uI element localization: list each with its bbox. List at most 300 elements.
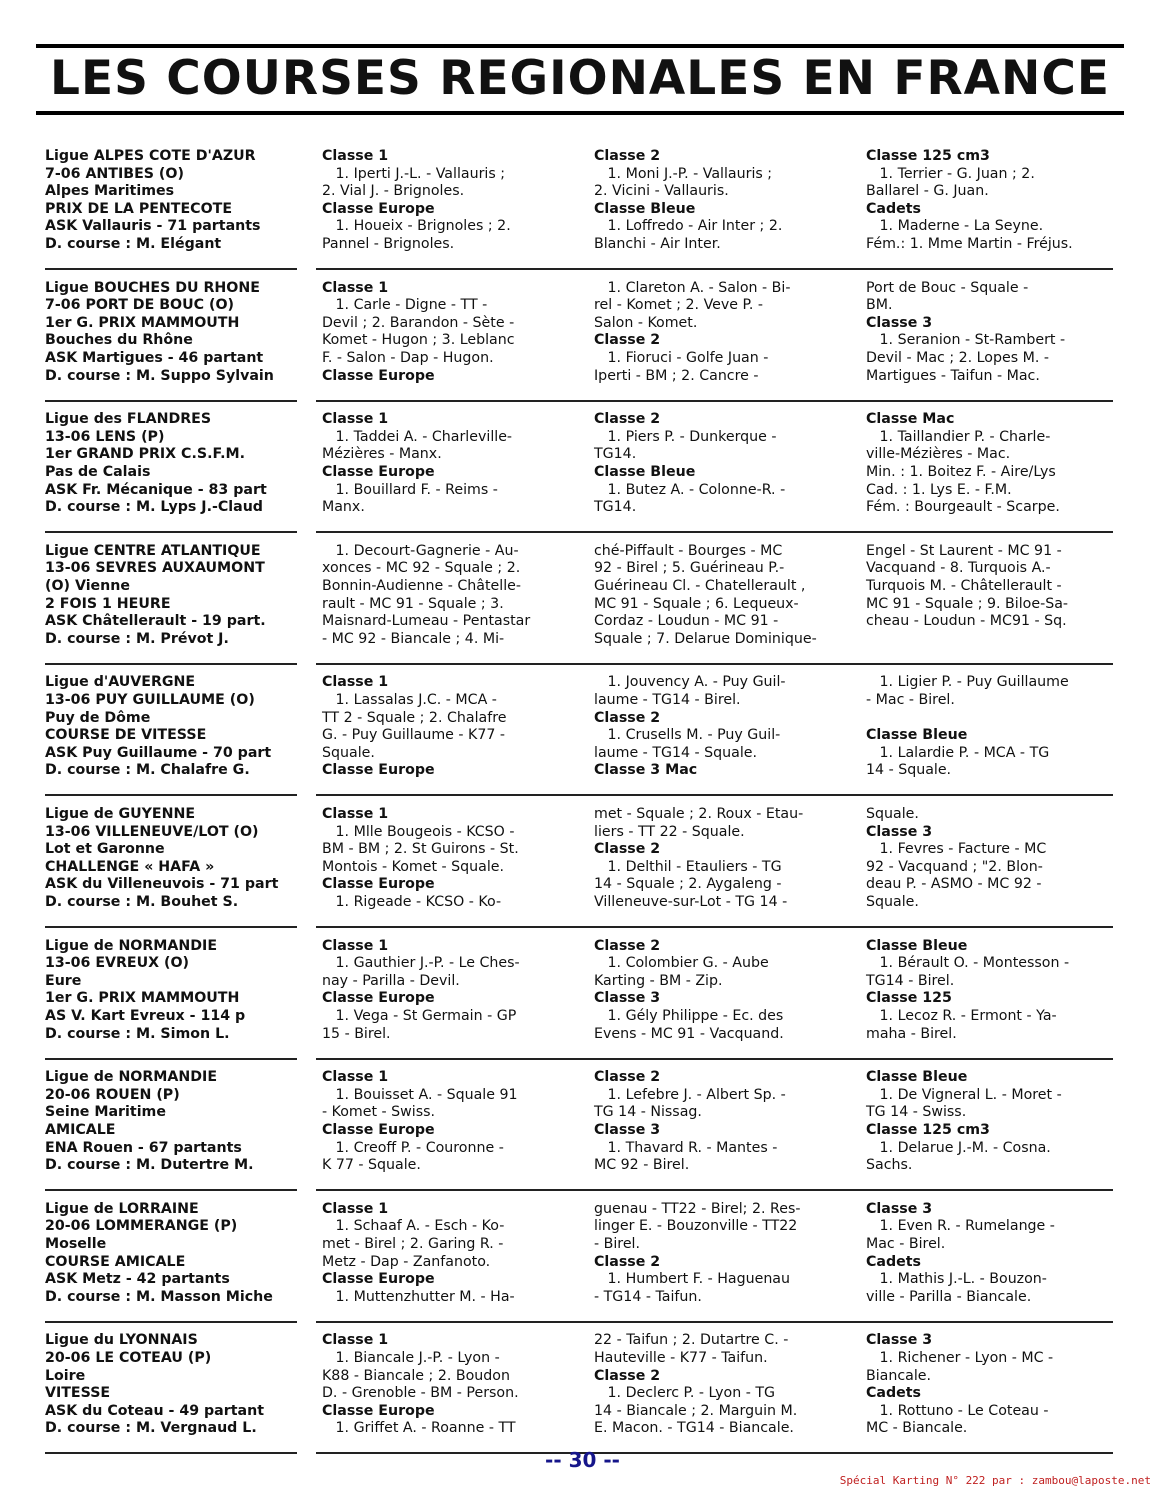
text-line: D. - Grenoble - BM - Person. — [322, 1385, 519, 1402]
text-line: 1. Lassalas J.C. - MCA - — [322, 691, 497, 708]
text-line: D. course : M. Masson Miche — [45, 1288, 273, 1305]
text-line: Cad. : 1. Lys E. - F.M. — [866, 481, 1012, 498]
class-heading: Classe 125 — [866, 990, 952, 1007]
results-col-3 — [866, 1201, 1116, 1307]
class-heading: Classe 125 cm3 — [866, 1121, 990, 1138]
class-heading: Classe 3 — [594, 990, 661, 1007]
text-line: Eure — [45, 972, 82, 989]
text-line: MC 92 - Birel. — [594, 1157, 690, 1174]
text-line: ché-Piffault - Bourges - MC — [594, 542, 783, 559]
text-line: deau P. - ASMO - MC 92 - — [866, 876, 1042, 893]
results-col-1 — [322, 280, 570, 386]
text-line: Alpes Maritimes — [45, 183, 175, 200]
page-title: LES COURSES REGIONALES EN FRANCE — [50, 51, 1110, 106]
text-line: Vacquand - 8. Turquois A.- — [866, 560, 1051, 577]
class-heading: Classe 1 — [322, 279, 389, 296]
text-line: Mac - Birel. — [866, 1235, 946, 1252]
text-line: 1. Jouvency A. - Puy Guil- — [594, 674, 786, 691]
text-line: F. - Salon - Dap - Hugon. — [322, 349, 494, 366]
text-line: TT 2 - Squale ; 2. Chalafre — [322, 709, 507, 726]
race-block — [0, 1201, 1165, 1332]
header-divider — [45, 926, 297, 928]
text-line: 20-06 ROUEN (P) — [45, 1086, 180, 1103]
text-line: Fém. : Bourgeault - Scarpe. — [866, 499, 1060, 516]
text-line: 1. Vega - St Germain - GP — [322, 1007, 517, 1024]
text-line: - TG14 - Taifun. — [594, 1288, 702, 1305]
text-line: 1. Seranion - St-Rambert - — [866, 332, 1066, 349]
text-line: G. - Puy Guillaume - K77 - — [322, 727, 506, 744]
text-line: ASK Vallauris - 71 partants — [45, 218, 261, 235]
text-line: 1. Lalardie P. - MCA - TG — [866, 744, 1050, 761]
class-heading: Classe Europe — [322, 762, 435, 779]
class-heading: Cadets — [866, 200, 921, 217]
text-line: Loire — [45, 1367, 86, 1384]
race-block — [0, 674, 1165, 805]
race-block — [0, 543, 1165, 674]
text-line: Devil - Mac ; 2. Lopes M. - — [866, 349, 1050, 366]
text-line: K 77 - Squale. — [322, 1157, 421, 1174]
text-line: 1er G. PRIX MAMMOUTH — [45, 990, 240, 1007]
results-divider — [316, 926, 1113, 928]
results-divider — [316, 1321, 1113, 1323]
text-line: 1. Butez A. - Colonne-R. - — [594, 481, 786, 498]
text-line: 13-06 EVREUX (O) — [45, 955, 190, 972]
text-line: - Komet - Swiss. — [322, 1104, 436, 1121]
text-line: Turquois M. - Châtellerault - — [866, 577, 1062, 594]
results-col-1 — [322, 1069, 570, 1175]
results-col-2 — [594, 674, 842, 780]
text-line: 1. Bouisset A. - Squale 91 — [322, 1086, 518, 1103]
results-col-3 — [866, 411, 1116, 517]
text-line: D. course : M. Lyps J.-Claud — [45, 499, 263, 516]
text-line: Blanchi - Air Inter. — [594, 235, 721, 252]
results-col-3 — [866, 1332, 1116, 1438]
text-line: Metz - Dap - Zanfanoto. — [322, 1253, 491, 1270]
header-divider — [45, 400, 297, 402]
race-block — [0, 938, 1165, 1069]
text-line: rel - Komet ; 2. Veve P. - — [594, 297, 764, 314]
text-line: 1. Gauthier J.-P. - Le Ches- — [322, 955, 520, 972]
text-line: 2. Vicini - Vallauris. — [594, 183, 729, 200]
text-line: 92 - Vacquand ; "2. Blon- — [866, 858, 1043, 875]
text-line: Ligue BOUCHES DU RHONE — [45, 279, 260, 296]
results-col-2 — [594, 148, 842, 254]
text-line: AS V. Kart Evreux - 114 p — [45, 1007, 246, 1024]
results-col-2 — [594, 1332, 842, 1438]
text-line: linger E. - Bouzonville - TT22 — [594, 1218, 798, 1235]
text-line: 13-06 VILLENEUVE/LOT (O) — [45, 823, 259, 840]
text-line: Ligue ALPES COTE D'AZUR — [45, 148, 256, 164]
race-header — [45, 148, 295, 254]
results-divider — [316, 400, 1113, 402]
class-heading: Classe 3 — [866, 1332, 933, 1349]
text-line: Mézières - Manx. — [322, 446, 442, 463]
text-line: Komet - Hugon ; 3. Leblanc — [322, 332, 515, 349]
text-line: Squale. — [322, 744, 375, 761]
text-line: 1. Taillandier P. - Charle- — [866, 428, 1051, 445]
text-line: 1. Delarue J.-M. - Cosna. — [866, 1139, 1051, 1156]
text-line: Karting - BM - Zip. — [594, 972, 723, 989]
text-line: D. course : M. Prévot J. — [45, 630, 229, 647]
class-heading: Classe 3 — [594, 1121, 661, 1138]
text-line: Engel - St Laurent - MC 91 - — [866, 542, 1062, 559]
text-line: 1. Gély Philippe - Ec. des — [594, 1007, 784, 1024]
race-header — [45, 411, 295, 517]
results-col-3 — [866, 674, 1116, 780]
text-line: D. course : M. Chalafre G. — [45, 762, 250, 779]
results-col-3 — [866, 806, 1116, 912]
text-line: Sachs. — [866, 1157, 913, 1174]
results-divider — [316, 531, 1113, 533]
results-col-1 — [322, 674, 570, 780]
text-line: 13-06 PUY GUILLAUME (O) — [45, 691, 255, 708]
text-line: E. Macon. - TG14 - Biancale. — [594, 1420, 794, 1437]
race-block — [0, 148, 1165, 279]
class-heading: Classe 2 — [594, 709, 661, 726]
race-header — [45, 674, 295, 780]
page-number: -- 30 -- — [545, 1448, 620, 1472]
text-line: ville - Parilla - Biancale. — [866, 1288, 1032, 1305]
text-line: Lot et Garonne — [45, 841, 165, 858]
text-line: BM. — [866, 297, 893, 314]
race-block — [0, 1069, 1165, 1200]
text-line: ASK Martigues - 46 partant — [45, 349, 264, 366]
text-line: Hauteville - K77 - Taifun. — [594, 1349, 768, 1366]
text-line: 2 FOIS 1 HEURE — [45, 595, 171, 612]
class-heading: Classe Bleue — [866, 727, 968, 744]
results-col-2 — [594, 411, 842, 517]
text-line: 1. Colombier G. - Aube — [594, 955, 769, 972]
results-divider — [316, 268, 1113, 270]
class-heading: Classe Europe — [322, 876, 435, 893]
text-line: COURSE AMICALE — [45, 1253, 186, 1270]
text-line: D. course : M. Elégant — [45, 235, 222, 252]
text-line: 14 - Biancale ; 2. Marguin M. — [594, 1402, 798, 1419]
text-line: Cordaz - Loudun - MC 91 - — [594, 613, 779, 630]
text-line: Ballarel - G. Juan. — [866, 183, 989, 200]
class-heading: Classe Bleue — [594, 463, 696, 480]
results-divider — [316, 1189, 1113, 1191]
text-line: - MC 92 - Biancale ; 4. Mi- — [322, 630, 505, 647]
class-heading: Classe Bleue — [866, 937, 968, 954]
text-line: 1. Moni J.-P. - Vallauris ; — [594, 165, 773, 182]
header-divider — [45, 663, 297, 665]
class-heading: Classe Europe — [322, 1121, 435, 1138]
text-line: 1. De Vigneral L. - Moret - — [866, 1086, 1062, 1103]
race-block — [0, 280, 1165, 411]
class-heading: Classe 2 — [594, 411, 661, 428]
results-col-3 — [866, 1069, 1116, 1175]
text-line: Pannel - Brignoles. — [322, 235, 455, 252]
text-line: COURSE DE VITESSE — [45, 727, 207, 744]
text-line: MC 91 - Squale ; 9. Biloe-Sa- — [866, 595, 1069, 612]
class-heading: Classe 2 — [594, 148, 661, 164]
text-line: 92 - Birel ; 5. Guérineau P.- — [594, 560, 785, 577]
text-line: 14 - Squale ; 2. Aygaleng - — [594, 876, 782, 893]
results-col-1 — [322, 1332, 570, 1438]
text-line: Moselle — [45, 1235, 107, 1252]
text-line: 1er GRAND PRIX C.S.F.M. — [45, 446, 245, 463]
text-line: Montois - Komet - Squale. — [322, 858, 505, 875]
results-col-1 — [322, 938, 570, 1044]
text-line: rault - MC 91 - Squale ; 3. — [322, 595, 504, 612]
text-line: 1. Clareton A. - Salon - Bi- — [594, 279, 791, 296]
class-heading: Classe 1 — [322, 1332, 389, 1349]
text-line: 1. Delthil - Etauliers - TG — [594, 858, 782, 875]
text-line: BM - BM ; 2. St Guirons - St. — [322, 841, 519, 858]
text-line: 15 - Birel. — [322, 1025, 391, 1042]
class-heading: Classe 2 — [594, 332, 661, 349]
race-header — [45, 806, 295, 912]
text-line: 1. Carle - Digne - TT - — [322, 297, 488, 314]
text-line: nay - Parilla - Devil. — [322, 972, 460, 989]
text-line: 1. Iperti J.-L. - Vallauris ; — [322, 165, 506, 182]
text-line: Squale. — [866, 806, 919, 822]
results-col-3 — [866, 543, 1116, 631]
text-line: xonces - MC 92 - Squale ; 2. — [322, 560, 521, 577]
text-line: Min. : 1. Boitez F. - Aire/Lys — [866, 463, 1056, 480]
text-line: ASK Fr. Mécanique - 83 part — [45, 481, 267, 498]
results-col-2 — [594, 806, 842, 912]
text-line: 13-06 LENS (P) — [45, 428, 165, 445]
class-heading: Classe 2 — [594, 1069, 661, 1086]
class-heading: Classe Europe — [322, 200, 435, 217]
text-line: 1. Taddei A. - Charleville- — [322, 428, 513, 445]
race-header — [45, 938, 295, 1044]
text-line: 1. Biancale J.-P. - Lyon - — [322, 1349, 500, 1366]
text-line: MC 91 - Squale ; 6. Lequeux- — [594, 595, 799, 612]
text-line: Port de Bouc - Squale - — [866, 279, 1029, 296]
race-header — [45, 543, 295, 649]
text-line: Ligue des FLANDRES — [45, 411, 212, 428]
text-line — [866, 710, 1116, 728]
text-line: Salon - Komet. — [594, 314, 698, 331]
text-line: maha - Birel. — [866, 1025, 957, 1042]
text-line: Guérineau Cl. - Chatellerault , — [594, 577, 806, 594]
text-line: Bonnin-Audienne - Châtelle- — [322, 577, 521, 594]
text-line: 1. Mathis J.-L. - Bouzon- — [866, 1271, 1047, 1288]
class-heading: Classe Bleue — [594, 200, 696, 217]
class-heading: Classe Europe — [322, 990, 435, 1007]
text-line: 1. Terrier - G. Juan ; 2. — [866, 165, 1035, 182]
text-line: 1. Lecoz R. - Ermont - Ya- — [866, 1007, 1057, 1024]
text-line: 1. Bérault O. - Montesson - — [866, 955, 1070, 972]
class-heading: Classe Bleue — [866, 1069, 968, 1086]
text-line: D. course : M. Dutertre M. — [45, 1157, 254, 1174]
scan-credit: Spécial Karting N° 222 par : zambou@laposte.net — [839, 1474, 1151, 1487]
results-col-2 — [594, 1201, 842, 1307]
text-line: 1. Even R. - Rumelange - — [866, 1218, 1055, 1235]
class-heading: Cadets — [866, 1385, 921, 1402]
text-line: 1. Lefebre J. - Albert Sp. - — [594, 1086, 786, 1103]
text-line: 1. Fioruci - Golfe Juan - — [594, 349, 769, 366]
text-line: Seine Maritime — [45, 1104, 166, 1121]
text-line: 7-06 PORT DE BOUC (O) — [45, 297, 234, 314]
race-header — [45, 1332, 295, 1438]
text-line: D. course : M. Bouhet S. — [45, 893, 239, 910]
text-line: laume - TG14 - Squale. — [594, 744, 758, 761]
class-heading: Classe 2 — [594, 841, 661, 858]
text-line: 1. Griffet A. - Roanne - TT — [322, 1420, 516, 1437]
text-line: 2. Vial J. - Brignoles. — [322, 183, 465, 200]
race-block — [0, 806, 1165, 937]
class-heading: Classe 3 — [866, 1200, 933, 1217]
text-line: 20-06 LOMMERANGE (P) — [45, 1218, 238, 1235]
class-heading: Classe 3 — [866, 823, 933, 840]
text-line: Ligue de NORMANDIE — [45, 1069, 218, 1086]
text-line: Ligue de GUYENNE — [45, 806, 196, 822]
text-line: cheau - Loudun - MC91 - Sq. — [866, 613, 1067, 630]
results-divider — [316, 794, 1113, 796]
text-line: 7-06 ANTIBES (O) — [45, 165, 184, 182]
text-line: ASK du Villeneuvois - 71 part — [45, 876, 279, 893]
text-line: Ligue CENTRE ATLANTIQUE — [45, 542, 261, 559]
text-line: 1. Thavard R. - Mantes - — [594, 1139, 778, 1156]
text-line: AMICALE — [45, 1121, 116, 1138]
text-line: TG14. — [594, 446, 637, 463]
text-line: - Birel. — [594, 1235, 641, 1252]
text-line: 1er G. PRIX MAMMOUTH — [45, 314, 240, 331]
class-heading: Classe 1 — [322, 1069, 389, 1086]
header-divider — [45, 1321, 297, 1323]
text-line: 1. Decourt-Gagnerie - Au- — [322, 542, 519, 559]
results-divider — [316, 663, 1113, 665]
results-col-3 — [866, 280, 1116, 386]
race-header — [45, 1069, 295, 1175]
text-line: Maisnard-Lumeau - Pentastar — [322, 613, 531, 630]
class-heading: Classe 1 — [322, 148, 389, 164]
text-line: Fém.: 1. Mme Martin - Fréjus. — [866, 235, 1073, 252]
race-header — [45, 280, 295, 386]
text-line: 1. Creoff P. - Couronne - — [322, 1139, 504, 1156]
text-line: 1. Humbert F. - Haguenau — [594, 1271, 790, 1288]
class-heading: Classe Europe — [322, 463, 435, 480]
text-line: TG14 - Birel. — [866, 972, 955, 989]
race-block — [0, 1332, 1165, 1463]
text-line: VITESSE — [45, 1385, 111, 1402]
text-line: 1. Piers P. - Dunkerque - — [594, 428, 777, 445]
text-line: 1. Muttenzhutter M. - Ha- — [322, 1288, 515, 1305]
results-col-3 — [866, 938, 1116, 1044]
class-heading: Classe Europe — [322, 1271, 435, 1288]
text-line: D. course : M. Suppo Sylvain — [45, 367, 274, 384]
class-heading: Classe 1 — [322, 937, 389, 954]
text-line: D. course : M. Vergnaud L. — [45, 1420, 257, 1437]
text-line: Ligue de LORRAINE — [45, 1200, 199, 1217]
text-line: guenau - TT22 - Birel; 2. Res- — [594, 1200, 801, 1217]
class-heading: Classe 125 cm3 — [866, 148, 990, 164]
class-heading: Classe 1 — [322, 411, 389, 428]
title-bottom-rule — [36, 111, 1124, 115]
results-col-1 — [322, 148, 570, 254]
text-line: Manx. — [322, 499, 365, 516]
text-line: Evens - MC 91 - Vacquand. — [594, 1025, 784, 1042]
text-line: MC - Biancale. — [866, 1420, 968, 1437]
results-col-2 — [594, 1069, 842, 1175]
text-line: Puy de Dôme — [45, 709, 151, 726]
text-line: 1. Declerc P. - Lyon - TG — [594, 1385, 775, 1402]
text-line: Biancale. — [866, 1367, 932, 1384]
text-line: met - Birel ; 2. Garing R. - — [322, 1235, 504, 1252]
text-line: 1. Rigeade - KCSO - Ko- — [322, 893, 502, 910]
text-line: 1. Mlle Bougeois - KCSO - — [322, 823, 515, 840]
class-heading: Classe 3 — [866, 314, 933, 331]
text-line: 1. Loffredo - Air Inter ; 2. — [594, 218, 783, 235]
class-heading: Classe Europe — [322, 367, 435, 384]
text-line: 1. Schaaf A. - Esch - Ko- — [322, 1218, 505, 1235]
text-line: ASK Châtellerault - 19 part. — [45, 613, 266, 630]
text-line: Villeneuve-sur-Lot - TG 14 - — [594, 893, 788, 910]
results-col-3 — [866, 148, 1116, 254]
text-line: met - Squale ; 2. Roux - Etau- — [594, 806, 804, 822]
text-line: 1. Richener - Lyon - MC - — [866, 1349, 1054, 1366]
header-divider — [45, 268, 297, 270]
text-line: Bouches du Rhône — [45, 332, 193, 349]
class-heading: Classe 2 — [594, 1367, 661, 1384]
results-col-1 — [322, 543, 570, 649]
results-col-2 — [594, 543, 842, 649]
results-col-2 — [594, 938, 842, 1044]
text-line: Iperti - BM ; 2. Cancre - — [594, 367, 759, 384]
results-col-2 — [594, 280, 842, 386]
text-line: 1. Bouillard F. - Reims - — [322, 481, 498, 498]
text-line: Pas de Calais — [45, 463, 151, 480]
text-line: 20-06 LE COTEAU (P) — [45, 1349, 212, 1366]
race-header — [45, 1201, 295, 1307]
header-divider — [45, 531, 297, 533]
text-line: Squale. — [866, 893, 919, 910]
text-line: 22 - Taifun ; 2. Dutartre C. - — [594, 1332, 789, 1349]
text-line: Squale ; 7. Delarue Dominique- — [594, 630, 817, 647]
text-line: (O) Vienne — [45, 577, 131, 594]
text-line: ASK Puy Guillaume - 70 part — [45, 744, 272, 761]
class-heading: Classe 2 — [594, 1253, 661, 1270]
class-heading: Classe 3 Mac — [594, 762, 698, 779]
text-line: 1. Ligier P. - Puy Guillaume — [866, 674, 1069, 691]
text-line: 1. Crusells M. - Puy Guil- — [594, 727, 781, 744]
text-line: ENA Rouen - 67 partants — [45, 1139, 242, 1156]
class-heading: Classe 1 — [322, 806, 389, 822]
text-line: ASK Metz - 42 partants — [45, 1271, 230, 1288]
text-line: 14 - Squale. — [866, 762, 952, 779]
text-line: 1. Rottuno - Le Coteau - — [866, 1402, 1049, 1419]
text-line: 1. Fevres - Facture - MC — [866, 841, 1047, 858]
results-divider — [316, 1058, 1113, 1060]
text-line: TG 14 - Nissag. — [594, 1104, 702, 1121]
text-line: PRIX DE LA PENTECOTE — [45, 200, 233, 217]
results-col-1 — [322, 1201, 570, 1307]
class-heading: Classe 1 — [322, 1200, 389, 1217]
class-heading: Classe 1 — [322, 674, 389, 691]
text-line: TG14. — [594, 499, 637, 516]
text-line: Devil ; 2. Barandon - Sète - — [322, 314, 515, 331]
text-line: ASK du Coteau - 49 partant — [45, 1402, 264, 1419]
class-heading: Classe Europe — [322, 1402, 435, 1419]
text-line: laume - TG14 - Birel. — [594, 691, 741, 708]
text-line: CHALLENGE « HAFA » — [45, 858, 215, 875]
header-divider — [45, 1189, 297, 1191]
results-col-1 — [322, 411, 570, 517]
text-line: Martigues - Taifun - Mac. — [866, 367, 1040, 384]
text-line: liers - TT 22 - Squale. — [594, 823, 745, 840]
text-line: - Mac - Birel. — [866, 691, 955, 708]
header-divider — [45, 1058, 297, 1060]
text-line: K88 - Biancale ; 2. Boudon — [322, 1367, 510, 1384]
class-heading: Classe Mac — [866, 411, 955, 428]
class-heading: Classe 2 — [594, 937, 661, 954]
text-line: TG 14 - Swiss. — [866, 1104, 967, 1121]
header-divider — [45, 794, 297, 796]
